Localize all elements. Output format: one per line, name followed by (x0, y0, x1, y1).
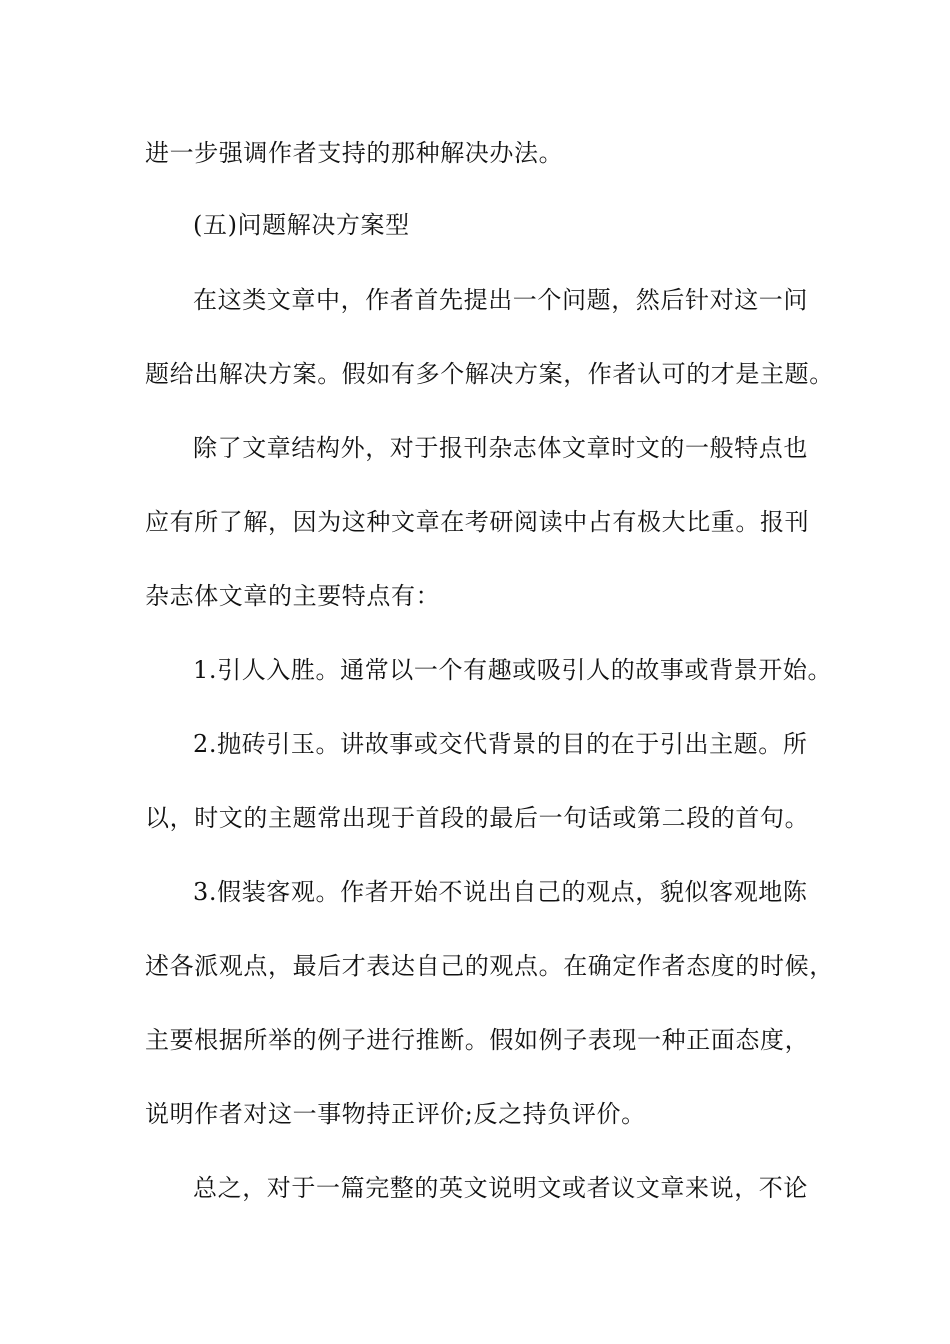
text-line: 进一步强调作者支持的那种解决办法。 (145, 139, 564, 167)
text-line: 总之，对于一篇完整的英文说明文或者议文章来说，不论 (193, 1174, 808, 1202)
list-item-text: 1.引人入胜。通常以一个有趣或吸引人的故事或背景开始。 (193, 656, 833, 684)
text-line: 应有所了解，因为这种文章在考研阅读中占有极大比重。报刊 (145, 508, 810, 536)
text-line: 述各派观点，最后才表达自己的观点。在确定作者态度的时候， (145, 952, 834, 980)
list-item-text: 2.抛砖引玉。讲故事或交代背景的目的在于引出主题。所 (193, 730, 808, 758)
section-heading: (五)问题解决方案型 (193, 211, 410, 239)
text-line: 主要根据所举的例子进行推断。假如例子表现一种正面态度， (145, 1026, 810, 1054)
text-line: 题给出解决方案。假如有多个解决方案，作者认可的才是主题。 (145, 360, 834, 388)
text-line: 在这类文章中，作者首先提出一个问题，然后针对这一问 (193, 286, 808, 314)
text-line: 杂志体文章的主要特点有： (145, 582, 441, 610)
text-line: 说明作者对这一事物持正评价;反之持负评价。 (145, 1100, 646, 1128)
text-line: 除了文章结构外，对于报刊杂志体文章时文的一般特点也 (193, 434, 808, 462)
list-item-text: 3.假装客观。作者开始不说出自己的观点，貌似客观地陈 (193, 878, 808, 906)
text-line: 以，时文的主题常出现于首段的最后一句话或第二段的首句。 (145, 804, 810, 832)
